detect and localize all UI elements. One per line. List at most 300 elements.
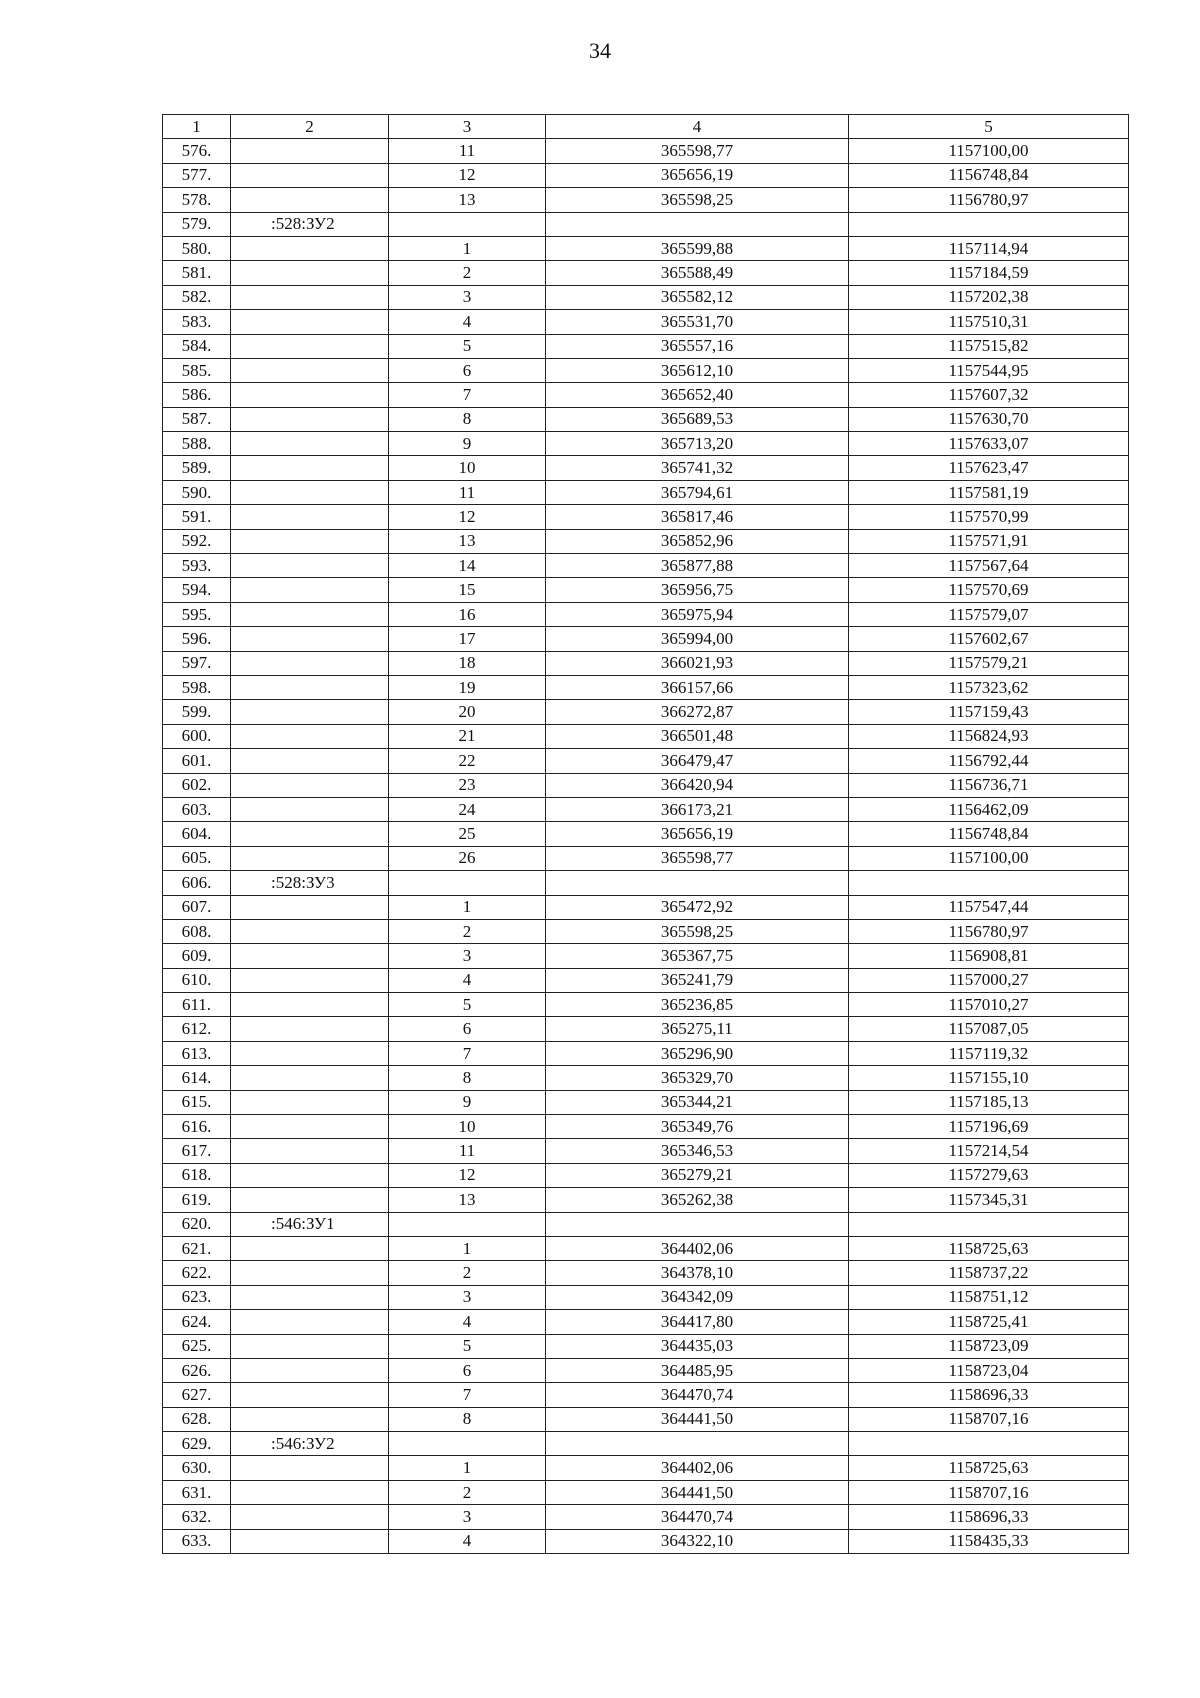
table-row <box>163 895 1129 919</box>
row-number-cell: 611. <box>163 993 231 1017</box>
parcel-id-cell <box>231 1115 389 1139</box>
point-number-cell: 7 <box>389 383 546 407</box>
parcel-id-cell <box>231 139 389 163</box>
y-coordinate-cell: 1157100,00 <box>849 846 1129 870</box>
row-number-cell: 605. <box>163 846 231 870</box>
table-row <box>163 993 1129 1017</box>
row-number-cell: 595. <box>163 602 231 626</box>
x-coordinate-cell: 365713,20 <box>546 432 849 456</box>
table-row <box>163 1432 1129 1456</box>
parcel-id-cell <box>231 675 389 699</box>
point-number-cell: 7 <box>389 1041 546 1065</box>
table-row <box>163 139 1129 163</box>
table-row <box>163 773 1129 797</box>
table-row <box>163 797 1129 821</box>
row-number-cell: 612. <box>163 1017 231 1041</box>
point-number-cell: 3 <box>389 1285 546 1309</box>
x-coordinate-cell: 365367,75 <box>546 944 849 968</box>
row-number-cell: 601. <box>163 749 231 773</box>
y-coordinate-cell: 1156824,93 <box>849 724 1129 748</box>
point-number-cell: 3 <box>389 944 546 968</box>
table-row <box>163 578 1129 602</box>
table-row <box>163 1358 1129 1382</box>
row-number-cell: 633. <box>163 1529 231 1553</box>
parcel-id-cell <box>231 968 389 992</box>
table-row <box>163 285 1129 309</box>
y-coordinate-cell <box>849 871 1129 895</box>
x-coordinate-cell: 365598,77 <box>546 846 849 870</box>
point-number-cell: 8 <box>389 1066 546 1090</box>
table-row <box>163 724 1129 748</box>
y-coordinate-cell: 1157623,47 <box>849 456 1129 480</box>
point-number-cell: 11 <box>389 1139 546 1163</box>
point-number-cell: 8 <box>389 1407 546 1431</box>
table-row <box>163 1041 1129 1065</box>
y-coordinate-cell: 1156780,97 <box>849 188 1129 212</box>
parcel-id-cell <box>231 1090 389 1114</box>
point-number-cell: 2 <box>389 1261 546 1285</box>
row-number-cell: 594. <box>163 578 231 602</box>
row-number-cell: 591. <box>163 505 231 529</box>
x-coordinate-cell <box>546 871 849 895</box>
point-number-cell: 4 <box>389 1310 546 1334</box>
x-coordinate-cell: 365472,92 <box>546 895 849 919</box>
parcel-id-cell <box>231 1066 389 1090</box>
x-coordinate-cell: 365346,53 <box>546 1139 849 1163</box>
page-number: 34 <box>589 38 611 63</box>
point-number-cell: 2 <box>389 1480 546 1504</box>
table-row <box>163 1407 1129 1431</box>
point-number-cell: 16 <box>389 602 546 626</box>
x-coordinate-cell: 366420,94 <box>546 773 849 797</box>
parcel-id-cell <box>231 1163 389 1187</box>
table-row <box>163 261 1129 285</box>
x-coordinate-cell: 365656,19 <box>546 163 849 187</box>
point-number-cell: 6 <box>389 1017 546 1041</box>
x-coordinate-cell: 366479,47 <box>546 749 849 773</box>
row-number-cell: 608. <box>163 919 231 943</box>
parcel-id-cell: :546:ЗУ1 <box>231 1212 389 1236</box>
row-number-cell: 623. <box>163 1285 231 1309</box>
x-coordinate-cell: 365598,25 <box>546 188 849 212</box>
table-row <box>163 1480 1129 1504</box>
table-row <box>163 1310 1129 1334</box>
table-row <box>163 1212 1129 1236</box>
row-number-cell: 578. <box>163 188 231 212</box>
y-coordinate-cell: 1157214,54 <box>849 1139 1129 1163</box>
y-coordinate-cell: 1157010,27 <box>849 993 1129 1017</box>
parcel-id-cell <box>231 919 389 943</box>
row-number-cell: 593. <box>163 554 231 578</box>
point-number-cell: 4 <box>389 1529 546 1553</box>
y-coordinate-cell: 1158751,12 <box>849 1285 1129 1309</box>
x-coordinate-cell: 365741,32 <box>546 456 849 480</box>
parcel-id-cell: :546:ЗУ2 <box>231 1432 389 1456</box>
row-number-cell: 622. <box>163 1261 231 1285</box>
point-number-cell <box>389 871 546 895</box>
x-coordinate-cell: 365689,53 <box>546 407 849 431</box>
parcel-id-cell <box>231 749 389 773</box>
y-coordinate-cell: 1157087,05 <box>849 1017 1129 1041</box>
x-coordinate-cell: 365956,75 <box>546 578 849 602</box>
table-row <box>163 358 1129 382</box>
x-coordinate-cell: 364322,10 <box>546 1529 849 1553</box>
x-coordinate-cell: 365236,85 <box>546 993 849 1017</box>
parcel-id-cell <box>231 1188 389 1212</box>
table-row <box>163 554 1129 578</box>
point-number-cell: 23 <box>389 773 546 797</box>
point-number-cell: 1 <box>389 895 546 919</box>
parcel-id-cell <box>231 724 389 748</box>
table-row <box>163 163 1129 187</box>
row-number-cell: 580. <box>163 236 231 260</box>
y-coordinate-cell: 1158725,63 <box>849 1236 1129 1260</box>
row-number-header: 1 <box>163 115 231 139</box>
y-coordinate-cell: 1157119,32 <box>849 1041 1129 1065</box>
row-number-cell: 632. <box>163 1505 231 1529</box>
y-coordinate-cell <box>849 1212 1129 1236</box>
x-coordinate-cell: 365329,70 <box>546 1066 849 1090</box>
y-coordinate-cell: 1156748,84 <box>849 163 1129 187</box>
point-number-cell: 5 <box>389 1334 546 1358</box>
y-coordinate-cell: 1156792,44 <box>849 749 1129 773</box>
point-number-cell: 9 <box>389 432 546 456</box>
row-number-cell: 614. <box>163 1066 231 1090</box>
point-number-cell: 12 <box>389 505 546 529</box>
point-number-cell: 2 <box>389 261 546 285</box>
parcel-id-cell <box>231 1139 389 1163</box>
row-number-cell: 579. <box>163 212 231 236</box>
y-coordinate-cell <box>849 212 1129 236</box>
parcel-id-cell <box>231 1017 389 1041</box>
x-coordinate-cell: 366501,48 <box>546 724 849 748</box>
table-row <box>163 749 1129 773</box>
table-row <box>163 407 1129 431</box>
y-coordinate-cell: 1158696,33 <box>849 1505 1129 1529</box>
y-coordinate-cell <box>849 1432 1129 1456</box>
x-coordinate-cell: 365598,77 <box>546 139 849 163</box>
parcel-id-cell <box>231 1358 389 1382</box>
table-body <box>163 139 1129 1554</box>
table-row <box>163 1285 1129 1309</box>
point-number-cell: 14 <box>389 554 546 578</box>
row-number-cell: 621. <box>163 1236 231 1260</box>
y-coordinate-cell: 1157100,00 <box>849 139 1129 163</box>
y-coordinate-cell: 1157630,70 <box>849 407 1129 431</box>
point-number-cell: 1 <box>389 1456 546 1480</box>
row-number-cell: 607. <box>163 895 231 919</box>
parcel-id-cell <box>231 578 389 602</box>
row-number-cell: 616. <box>163 1115 231 1139</box>
y-coordinate-cell: 1157579,07 <box>849 602 1129 626</box>
parcel-id-cell <box>231 993 389 1017</box>
table-row <box>163 236 1129 260</box>
y-coordinate-cell: 1158725,41 <box>849 1310 1129 1334</box>
row-number-cell: 624. <box>163 1310 231 1334</box>
point-number-cell: 11 <box>389 480 546 504</box>
table-row <box>163 968 1129 992</box>
parcel-id-cell <box>231 627 389 651</box>
y-coordinate-cell: 1157602,67 <box>849 627 1129 651</box>
row-number-cell: 609. <box>163 944 231 968</box>
table-row <box>163 919 1129 943</box>
table-row <box>163 871 1129 895</box>
point-number-cell: 6 <box>389 358 546 382</box>
x-coordinate-cell: 365262,38 <box>546 1188 849 1212</box>
y-coordinate-cell: 1157567,64 <box>849 554 1129 578</box>
y-coordinate-cell: 1157114,94 <box>849 236 1129 260</box>
table-row <box>163 334 1129 358</box>
point-number-cell: 7 <box>389 1383 546 1407</box>
parcel-id-cell <box>231 480 389 504</box>
table-row <box>163 1334 1129 1358</box>
x-coordinate-cell: 364441,50 <box>546 1480 849 1504</box>
parcel-id-cell <box>231 1456 389 1480</box>
point-number-cell: 1 <box>389 1236 546 1260</box>
parcel-id-header: 2 <box>231 115 389 139</box>
parcel-id-cell <box>231 554 389 578</box>
x-coordinate-cell: 365557,16 <box>546 334 849 358</box>
y-coordinate-cell: 1157159,43 <box>849 700 1129 724</box>
y-coordinate-cell: 1157185,13 <box>849 1090 1129 1114</box>
parcel-id-cell <box>231 602 389 626</box>
parcel-id-cell: :528:ЗУ2 <box>231 212 389 236</box>
parcel-id-cell <box>231 529 389 553</box>
x-coordinate-cell: 365279,21 <box>546 1163 849 1187</box>
row-number-cell: 585. <box>163 358 231 382</box>
row-number-cell: 610. <box>163 968 231 992</box>
y-coordinate-cell: 1157196,69 <box>849 1115 1129 1139</box>
table-row <box>163 1115 1129 1139</box>
row-number-cell: 596. <box>163 627 231 651</box>
parcel-id-cell <box>231 1261 389 1285</box>
point-number-cell: 3 <box>389 1505 546 1529</box>
y-coordinate-cell: 1157510,31 <box>849 310 1129 334</box>
x-coordinate-cell: 364402,06 <box>546 1236 849 1260</box>
x-coordinate-cell: 366021,93 <box>546 651 849 675</box>
x-coordinate-cell: 364342,09 <box>546 1285 849 1309</box>
table-row <box>163 383 1129 407</box>
row-number-cell: 628. <box>163 1407 231 1431</box>
x-coordinate-cell: 365275,11 <box>546 1017 849 1041</box>
x-coordinate-cell <box>546 212 849 236</box>
parcel-id-cell <box>231 1334 389 1358</box>
row-number-cell: 582. <box>163 285 231 309</box>
y-coordinate-cell: 1157571,91 <box>849 529 1129 553</box>
row-number-cell: 603. <box>163 797 231 821</box>
x-coordinate-cell: 366173,21 <box>546 797 849 821</box>
coordinates-table <box>162 114 1129 1554</box>
x-coordinate-cell: 365296,90 <box>546 1041 849 1065</box>
row-number-cell: 604. <box>163 822 231 846</box>
x-coordinate-cell <box>546 1432 849 1456</box>
table-row <box>163 1383 1129 1407</box>
point-number-cell: 15 <box>389 578 546 602</box>
point-number-cell: 26 <box>389 846 546 870</box>
point-number-header: 3 <box>389 115 546 139</box>
x-coordinate-cell: 364417,80 <box>546 1310 849 1334</box>
point-number-cell <box>389 1432 546 1456</box>
point-number-cell: 13 <box>389 529 546 553</box>
table-row <box>163 1066 1129 1090</box>
table-row <box>163 505 1129 529</box>
x-coordinate-cell: 365794,61 <box>546 480 849 504</box>
y-coordinate-cell: 1156908,81 <box>849 944 1129 968</box>
row-number-cell: 606. <box>163 871 231 895</box>
parcel-id-cell <box>231 797 389 821</box>
table-row <box>163 310 1129 334</box>
row-number-cell: 631. <box>163 1480 231 1504</box>
point-number-cell: 18 <box>389 651 546 675</box>
row-number-cell: 592. <box>163 529 231 553</box>
y-coordinate-cell: 1157633,07 <box>849 432 1129 456</box>
point-number-cell: 5 <box>389 334 546 358</box>
point-number-cell: 17 <box>389 627 546 651</box>
parcel-id-cell <box>231 846 389 870</box>
point-number-cell: 5 <box>389 993 546 1017</box>
table-row <box>163 602 1129 626</box>
parcel-id-cell <box>231 700 389 724</box>
row-number-cell: 577. <box>163 163 231 187</box>
table-row <box>163 1529 1129 1553</box>
table-row <box>163 675 1129 699</box>
x-coordinate-cell: 365652,40 <box>546 383 849 407</box>
table-row <box>163 456 1129 480</box>
table-row <box>163 1139 1129 1163</box>
x-coordinate-cell: 365612,10 <box>546 358 849 382</box>
point-number-cell: 13 <box>389 1188 546 1212</box>
parcel-id-cell <box>231 310 389 334</box>
parcel-id-cell <box>231 1285 389 1309</box>
point-number-cell: 1 <box>389 236 546 260</box>
y-coordinate-cell: 1157184,59 <box>849 261 1129 285</box>
x-coordinate-cell: 364402,06 <box>546 1456 849 1480</box>
y-coordinate-cell: 1157570,99 <box>849 505 1129 529</box>
x-coordinate-cell: 364441,50 <box>546 1407 849 1431</box>
row-number-cell: 615. <box>163 1090 231 1114</box>
y-coordinate-cell: 1157202,38 <box>849 285 1129 309</box>
point-number-cell: 22 <box>389 749 546 773</box>
row-number-cell: 619. <box>163 1188 231 1212</box>
parcel-id-cell <box>231 651 389 675</box>
y-coordinate-cell: 1156748,84 <box>849 822 1129 846</box>
row-number-cell: 627. <box>163 1383 231 1407</box>
point-number-cell: 13 <box>389 188 546 212</box>
point-number-cell: 6 <box>389 1358 546 1382</box>
point-number-cell: 12 <box>389 1163 546 1187</box>
point-number-cell: 11 <box>389 139 546 163</box>
x-coordinate-cell: 364470,74 <box>546 1505 849 1529</box>
point-number-cell: 8 <box>389 407 546 431</box>
y-coordinate-cell: 1156780,97 <box>849 919 1129 943</box>
parcel-id-cell: :528:ЗУ3 <box>231 871 389 895</box>
row-number-cell: 625. <box>163 1334 231 1358</box>
row-number-cell: 613. <box>163 1041 231 1065</box>
x-coordinate-cell <box>546 1212 849 1236</box>
parcel-id-cell <box>231 1407 389 1431</box>
row-number-cell: 597. <box>163 651 231 675</box>
y-coordinate-cell: 1157515,82 <box>849 334 1129 358</box>
table-row <box>163 432 1129 456</box>
row-number-cell: 618. <box>163 1163 231 1187</box>
parcel-id-cell <box>231 1310 389 1334</box>
table-row <box>163 1236 1129 1260</box>
point-number-cell: 24 <box>389 797 546 821</box>
table-row <box>163 1163 1129 1187</box>
point-number-cell: 20 <box>389 700 546 724</box>
row-number-cell: 584. <box>163 334 231 358</box>
row-number-cell: 626. <box>163 1358 231 1382</box>
point-number-cell: 10 <box>389 1115 546 1139</box>
x-coordinate-cell: 365852,96 <box>546 529 849 553</box>
y-coordinate-cell: 1157323,62 <box>849 675 1129 699</box>
x-coordinate-cell: 365531,70 <box>546 310 849 334</box>
parcel-id-cell <box>231 432 389 456</box>
parcel-id-cell <box>231 456 389 480</box>
parcel-id-cell <box>231 1383 389 1407</box>
point-number-cell: 12 <box>389 163 546 187</box>
parcel-id-cell <box>231 1480 389 1504</box>
x-coordinate-cell: 364378,10 <box>546 1261 849 1285</box>
parcel-id-cell <box>231 188 389 212</box>
parcel-id-cell <box>231 505 389 529</box>
x-coordinate-cell: 365817,46 <box>546 505 849 529</box>
parcel-id-cell <box>231 383 389 407</box>
row-number-cell: 617. <box>163 1139 231 1163</box>
table-row <box>163 822 1129 846</box>
y-coordinate-cell: 1157000,27 <box>849 968 1129 992</box>
table-row <box>163 212 1129 236</box>
y-coordinate-cell: 1157547,44 <box>849 895 1129 919</box>
x-coordinate-cell: 365349,76 <box>546 1115 849 1139</box>
y-coordinate-cell: 1158737,22 <box>849 1261 1129 1285</box>
x-coordinate-cell: 366157,66 <box>546 675 849 699</box>
point-number-cell: 10 <box>389 456 546 480</box>
row-number-cell: 581. <box>163 261 231 285</box>
table-row <box>163 529 1129 553</box>
parcel-id-cell <box>231 163 389 187</box>
x-coordinate-cell: 365877,88 <box>546 554 849 578</box>
parcel-id-cell <box>231 1505 389 1529</box>
x-coordinate-cell: 365582,12 <box>546 285 849 309</box>
table-header <box>163 115 1129 139</box>
table-row <box>163 480 1129 504</box>
point-number-cell: 3 <box>389 285 546 309</box>
row-number-cell: 602. <box>163 773 231 797</box>
table-row <box>163 651 1129 675</box>
row-number-cell: 589. <box>163 456 231 480</box>
x-coordinate-cell: 365599,88 <box>546 236 849 260</box>
table-row <box>163 1188 1129 1212</box>
x-coordinate-cell: 365975,94 <box>546 602 849 626</box>
point-number-cell: 4 <box>389 310 546 334</box>
row-number-cell: 599. <box>163 700 231 724</box>
table-row <box>163 1017 1129 1041</box>
y-coordinate-cell: 1158723,09 <box>849 1334 1129 1358</box>
row-number-cell: 583. <box>163 310 231 334</box>
x-coordinate-cell: 366272,87 <box>546 700 849 724</box>
table-row <box>163 700 1129 724</box>
parcel-id-cell <box>231 261 389 285</box>
x-coordinate-cell: 364470,74 <box>546 1383 849 1407</box>
point-number-cell: 19 <box>389 675 546 699</box>
table-row <box>163 1505 1129 1529</box>
point-number-cell: 4 <box>389 968 546 992</box>
y-coordinate-cell: 1158696,33 <box>849 1383 1129 1407</box>
y-coordinate-cell: 1157607,32 <box>849 383 1129 407</box>
row-number-cell: 590. <box>163 480 231 504</box>
row-number-cell: 587. <box>163 407 231 431</box>
